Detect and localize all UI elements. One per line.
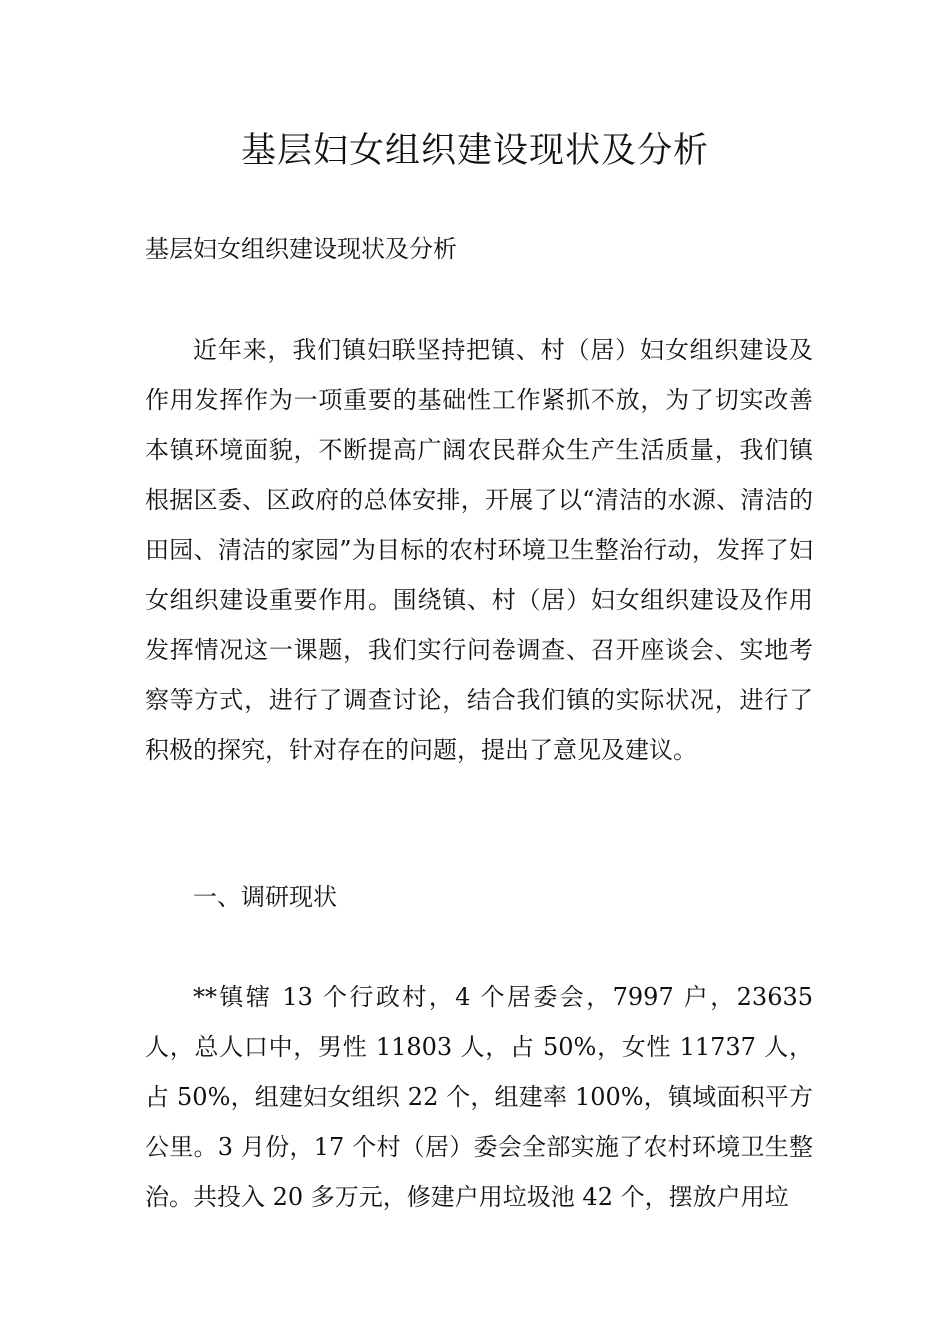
document-subtitle: 基层妇女组织建设现状及分析: [145, 235, 457, 263]
section-heading: 一、调研现状: [193, 883, 337, 911]
intro-paragraph: 近年来，我们镇妇联坚持把镇、村（居）妇女组织建设及作用发挥作为一项重要的基础性工作紧抓不放，为了切实改善本镇环境面貌，不断提高广阔农民群众生产生活质量，我们镇根据区委、区政府的总体安排，开展了以“清洁的水源、清洁的田园、清洁的家园”为目标的农村环境卫生整治行动，发挥了妇女组织建设重要作用。围绕镇、村（居）妇女组织建设及作用发挥情况这一课题，我们实行问卷调查、召开座谈会、实地考察等方式，进行了调查讨论，结合我们镇的实际状况，进行了积极的探究，针对存在的问题，提出了意见及建议。: [145, 336, 813, 764]
stats-paragraph: **镇辖 13 个行政村，4 个居委会，7997 户，23635 人，总人口中，男性 11803 人，占 50%，女性 11737 人，占 50%，组建妇女组织 22 个，组建率 100%，镇域面积平方公里。3 月份，17 个村（居）委会全部实施了农村环境卫生整治。共投入 20 多万元，修建户用垃圾池 42 个，摆放户用垃: [145, 983, 813, 1211]
document-title: 基层妇女组织建设现状及分析: [240, 131, 709, 171]
